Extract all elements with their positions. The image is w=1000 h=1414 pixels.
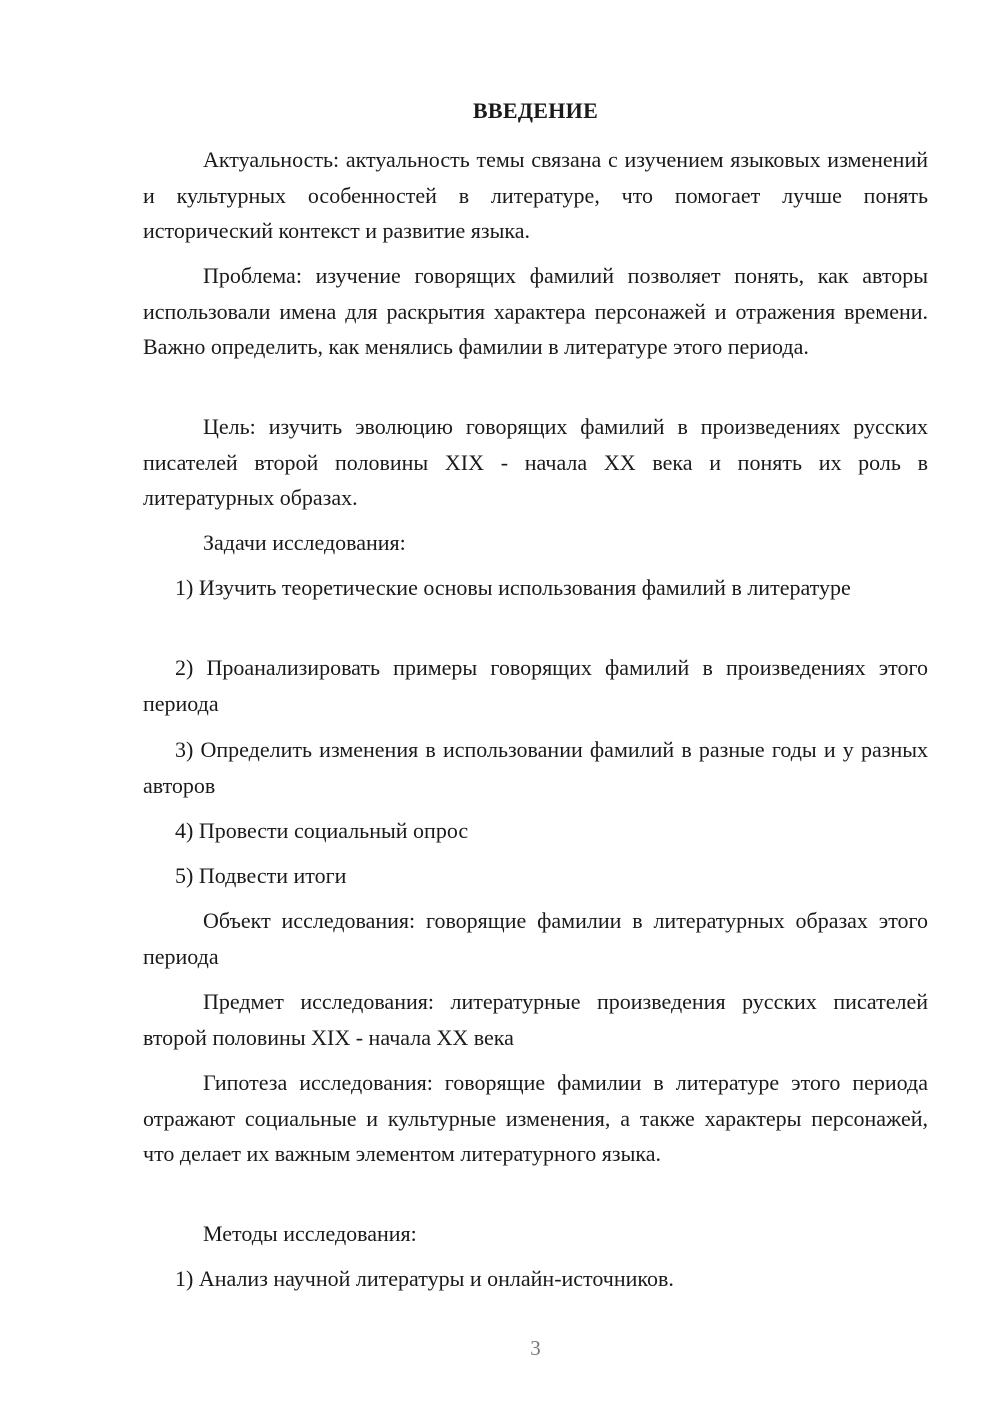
task-item: 5) Подвести итоги — [175, 863, 347, 888]
hypothesis-paragraph: Гипотеза исследования: говорящие фамилии в литературе этого периода отражают социальные и культурные изменения, а также характеры персонажей, что делает их важным элементом литературного языка. — [143, 1070, 928, 1166]
problem-paragraph: Проблема: изучение говорящих фамилий позволяет понять, как авторы использовали имена для раскрытия характера персонажей и отражения времени. Важно определить, как менялись фамилии в литературе этого периода. — [143, 263, 928, 359]
object-paragraph: Объект исследования: говорящие фамилии в литературных образах этого периода — [143, 908, 928, 969]
task-item: 3) Определить изменения в использовании фамилий в разные годы и у разных авторов — [143, 737, 928, 798]
task-item: 1) Изучить теоретические основы использования фамилий в литературе — [175, 575, 851, 600]
method-item: 1) Анализ научной литературы и онлайн-источников. — [175, 1266, 674, 1291]
task-item: 4) Провести социальный опрос — [175, 818, 469, 843]
relevance-paragraph: Актуальность: актуальность темы связана с изучением языковых изменений и культурных особенностей в литературе, что помогает лучше понять исторический контекст и развитие языка. — [143, 147, 928, 243]
task-item: 2) Проанализировать примеры говорящих фамилий в произведениях этого периода — [143, 655, 928, 716]
subject-paragraph: Предмет исследования: литературные произведения русских писателей второй половины XIX - начала XX века — [143, 989, 928, 1050]
tasks-heading: Задачи исследования: — [203, 530, 406, 555]
page-number: 3 — [530, 1336, 541, 1360]
goal-paragraph: Цель: изучить эволюцию говорящих фамилий в произведениях русских писателей второй половины XIX - начала XX века и понять их роль в литературных образах. — [143, 414, 928, 510]
methods-heading: Методы исследования: — [203, 1221, 417, 1246]
section-title: ВВЕДЕНИЕ — [472, 98, 599, 123]
